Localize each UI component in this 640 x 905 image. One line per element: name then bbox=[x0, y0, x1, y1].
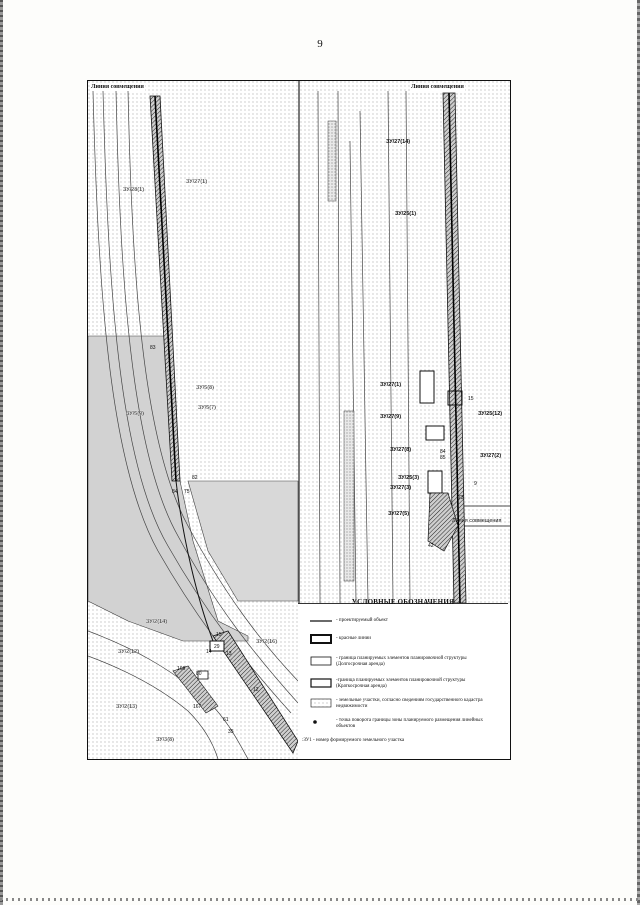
point-number: 83 bbox=[150, 345, 156, 351]
point-number: 42 bbox=[428, 543, 434, 549]
map-label: ЗУ/27(1) bbox=[380, 382, 402, 388]
map-label: ЗУ/27(8) bbox=[390, 447, 412, 453]
point-number: 85 bbox=[440, 455, 446, 461]
point-number: 13 bbox=[226, 651, 232, 657]
point-number: 73 bbox=[458, 495, 464, 501]
page-number: 9 bbox=[317, 38, 323, 50]
legend-item: :ЗУ1 - номер формируемого земельного участка bbox=[302, 738, 405, 743]
point-number: 80 bbox=[196, 671, 202, 677]
map-label: ЗУ/2(12) bbox=[118, 649, 140, 655]
legend-title: УСЛОВНЫЕ ОБОЗНАЧЕНИЯ bbox=[351, 598, 455, 606]
map-label: ЗУ/2(16) bbox=[256, 639, 278, 645]
project-line-icon bbox=[310, 618, 332, 624]
point-number: 82 bbox=[192, 475, 198, 481]
left-panel-title: Линия совмещения bbox=[91, 84, 144, 90]
map-label: ЗУ/27(9) bbox=[380, 414, 402, 420]
map-label: ЗУ/27(14) bbox=[386, 139, 411, 145]
map-label: ЗУ/5(8) bbox=[196, 385, 214, 391]
point-number: 14 bbox=[206, 649, 212, 655]
point-number: 84 bbox=[172, 489, 178, 495]
point-number: 84 bbox=[440, 449, 446, 455]
turning-point-icon bbox=[310, 718, 332, 726]
long-term-lease-boundary-icon bbox=[310, 656, 332, 666]
point-number: 12 bbox=[253, 687, 259, 693]
short-term-lease-boundary-icon bbox=[310, 678, 332, 688]
cadastral-parcel-icon bbox=[310, 698, 332, 708]
map-label: ЗУ/3(8) bbox=[156, 737, 174, 743]
point-number: 75 bbox=[184, 489, 190, 495]
scan-noise bbox=[0, 898, 640, 901]
red-line-icon bbox=[310, 634, 332, 644]
map-label: ЗУ/25(3) bbox=[398, 475, 420, 481]
right-panel-title: Линия совмещения bbox=[411, 84, 464, 90]
map-label: ЗУ/27(2) bbox=[480, 453, 502, 459]
map-frame bbox=[87, 80, 511, 760]
legend: УСЛОВНЫЕ ОБОЗНАЧЕНИЯ - проектируемый объект - красные линии - граница планируемых элементов планировочной структуры (Долгосрочная аренда) -граница планируемых элементов планировочной структуры (Краткосрочная аренда) - земельные участки, согласно сведениям государственного кадастра недвижимости - точка поворота границы зоны планируемого размещения линейных объектов :ЗУ1 - номер формируемого земельного участка bbox=[298, 603, 508, 759]
map-label: ЗУ/25(12) bbox=[478, 411, 503, 417]
point-number: 167 bbox=[193, 704, 202, 710]
map-label: ЗУ/2(13) bbox=[116, 704, 138, 710]
map-label: ЗУ/5(7) bbox=[198, 405, 216, 411]
point-number: 35 bbox=[228, 729, 234, 735]
point-number: 15 bbox=[216, 632, 222, 638]
point-number: 29 bbox=[214, 644, 220, 650]
point-number: 9 bbox=[474, 481, 477, 487]
scan-edge-left bbox=[0, 0, 3, 905]
map-label: ЗУ/27(3) bbox=[390, 485, 412, 491]
map-label: ЗУ/25(1) bbox=[395, 211, 417, 217]
map-label: ЗУ/2(14) bbox=[146, 619, 168, 625]
point-number: 166 bbox=[177, 666, 186, 672]
point-number: 61 bbox=[223, 717, 229, 723]
map-label: ЗУ/5(9) bbox=[126, 411, 144, 417]
map-label: ЗУ/27(1) bbox=[186, 179, 208, 185]
point-number: 15 bbox=[468, 396, 474, 402]
map-annotation: Линия совмещения bbox=[452, 518, 502, 524]
map-label: ЗУ/27(5) bbox=[388, 511, 410, 517]
map-label: ЗУ/28(1) bbox=[123, 187, 145, 193]
